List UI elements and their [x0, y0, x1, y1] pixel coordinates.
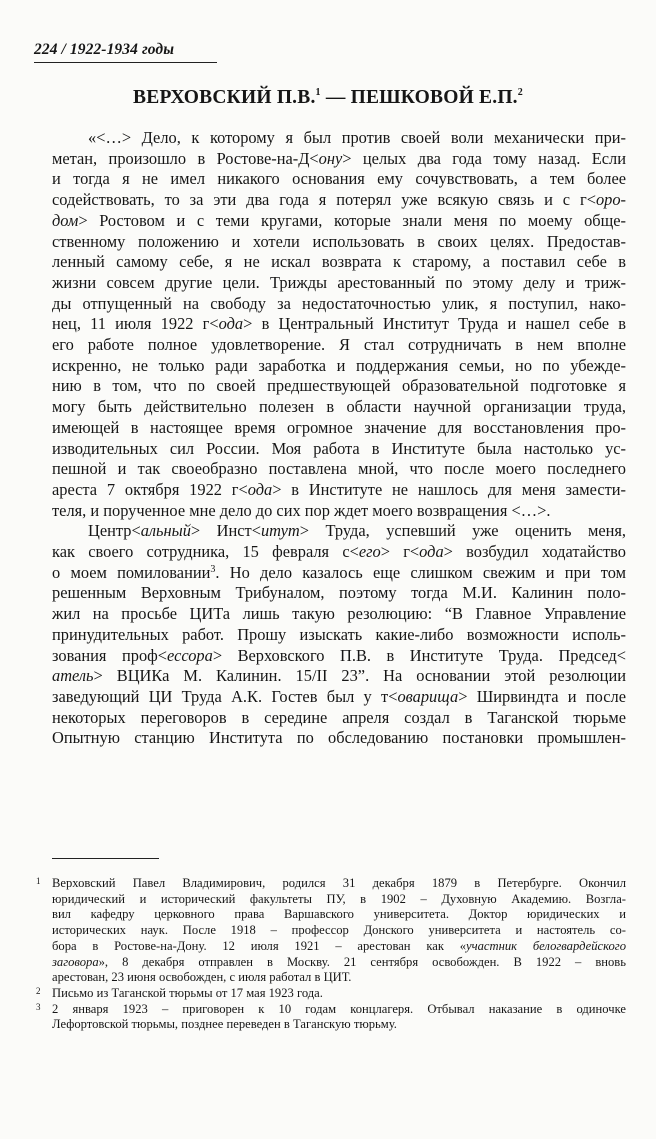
body-line: [52, 521, 626, 542]
text-segment: > Ростовом и с теми кругами, которые знали меня по моему обще-: [78, 210, 626, 230]
editorial-insertion: его: [358, 542, 381, 562]
text-segment: вил кафедру церковного права Варшавского университета. Доктор юридических и: [52, 907, 626, 922]
footnotes: [36, 876, 627, 1033]
text-segment: имеющей в настоящее время огромное значение для восстановления про-: [52, 417, 626, 437]
body-line: [52, 314, 626, 335]
title-author: ВЕРХОВСКИЙ П.В.: [133, 87, 316, 108]
text-segment: некоторых переговоров в середине апреля создал в Таганской тюрьме: [52, 707, 626, 727]
text-segment: метан, произошло в Ростове-на-Д<: [52, 148, 319, 168]
footnote-line: [52, 1002, 626, 1018]
text-segment: > Труда, успевший уже оценить меня,: [299, 521, 626, 541]
text-segment: арестован, 23 июня освобожден, с июля работал в ЦИТ.: [52, 970, 352, 985]
editorial-insertion: ода: [247, 479, 273, 499]
body-line: [52, 232, 626, 253]
body-line: [52, 418, 626, 439]
editorial-insertion: ону: [318, 148, 343, 168]
footnote-rule: [52, 858, 159, 859]
text-segment: могу быть действительно полезен в области научной организации труда,: [52, 397, 626, 417]
text-segment: 2 января 1923 – приговорен к 10 годам концлагеря. Отбывал наказание в одиночке: [52, 1001, 626, 1016]
body-line: [52, 439, 626, 460]
text-segment: искренно, не только ради заработка и поддержания семьи, но по убежде-: [52, 355, 626, 375]
text-segment: исторических наук. После 1918 – профессор Донского университета и настоятель со-: [52, 923, 626, 938]
footnote-line: [52, 1017, 626, 1033]
text-segment: > в Центральный Институт Труда и нашел себе в: [243, 314, 626, 334]
text-segment: о моем помиловании: [52, 562, 211, 582]
title-footnote-ref-2: 2: [517, 87, 523, 98]
text-segment: . Но дело казалось еще слишком свежим и при том: [215, 562, 626, 582]
footnote-line: [52, 970, 626, 986]
text-segment: Опытную станцию Института по обследованию постановки промышлен-: [52, 728, 626, 748]
text-segment: жил на просьбе ЦИТа лишь такую резолюцию: “В Главное Управление: [52, 604, 626, 624]
footnote: [36, 985, 626, 1002]
body-line: [52, 625, 626, 646]
body-line: [52, 687, 626, 708]
running-head-rule: [34, 62, 217, 63]
text-segment: Лефортовской тюрьмы, позднее переведен в Таганскую тюрьму.: [52, 1017, 397, 1032]
editorial-insertion: оварища: [397, 686, 459, 706]
body-line: [52, 211, 626, 232]
letter-body: [52, 128, 626, 749]
text-segment: > возбудил ходатайство: [443, 542, 626, 562]
footnote-number: 1: [36, 876, 41, 886]
text-segment: изводительных сил России. Моя работа в Институте была настолько ус-: [52, 438, 626, 458]
footnote-line: [52, 892, 626, 908]
body-line: [52, 397, 626, 418]
text-segment: заведующий ЦИ Труда А.К. Гостев был у т<: [52, 686, 398, 706]
body-line: [52, 646, 626, 667]
editorial-insertion: атель: [52, 666, 94, 686]
body-line: [52, 501, 626, 522]
text-segment: «<…> Дело, к которому я был против своей воли механически при-: [88, 128, 626, 147]
text-segment: > Верховского П.В. в Институте Труда. Председ<: [212, 645, 626, 665]
text-segment: Письмо из Таганской тюрьмы от 17 мая 1923 года.: [52, 985, 323, 1000]
body-line: [52, 190, 626, 211]
text-segment: бора в Ростове-на-Дону. 12 июля 1921 – арестован как «: [52, 938, 467, 953]
footnote-line: [52, 955, 626, 971]
body-line: [52, 459, 626, 480]
text-segment: > Инст<: [190, 521, 261, 541]
title-footnote-ref-1: 1: [315, 87, 321, 98]
text-segment: Верховский Павел Владимирович, родился 31 декабря 1879 в Петербурге. Окончил: [52, 876, 626, 890]
text-segment: ареста 7 октября 1922 г<: [52, 479, 248, 499]
text-segment: и тогда я не имел никакого основания ему сочувствовать, а тем более: [52, 169, 626, 189]
text-segment: нец, 11 июля 1922 г<: [52, 314, 219, 334]
text-segment: теля, и порученное мне дело до сих пор ждет моего возвращения <…>.: [52, 500, 551, 520]
text-segment: юридический и исторический факультеты ПУ, в 1902 – Духовную Академию. Возгла-: [52, 891, 626, 906]
body-line: [52, 273, 626, 294]
text-segment: решенным Верховным Трибуналом, поэтому тогда М.И. Калинин поло-: [52, 583, 626, 603]
text-segment: принудительных работ. Прошу изыскать какие-либо возможности исполь-: [52, 624, 626, 644]
editorial-insertion: заговора: [52, 954, 99, 969]
editorial-insertion: ода: [419, 542, 444, 562]
text-segment: > ВЦИКа М. Калинин. 15/II 23”. На основании этой резолюции: [93, 666, 626, 686]
letter-title: [0, 87, 656, 109]
text-segment: », 8 декабря отправлен в Москву. 21 сентября освобожден. В 1922 – вновь: [98, 954, 626, 969]
body-line: [52, 542, 626, 563]
title-recipient: ПЕШКОВОЙ Е.П.: [350, 87, 518, 108]
text-segment: пешной и так своеобразно поставлена мной, что после моего последнего: [52, 459, 626, 479]
footnote-line: [52, 986, 626, 1002]
text-segment: его работе полное удовлетворение. Я стал сотрудничать в нем вполне: [52, 335, 626, 355]
text-segment: > Ширвиндта и после: [458, 686, 626, 706]
footnote-line: [52, 907, 626, 923]
running-head: 224 / 1922-1934 годы: [34, 41, 175, 58]
editorial-insertion: альный: [140, 521, 191, 541]
body-line: [52, 604, 626, 625]
footnote-line: [52, 923, 626, 939]
text-segment: нию в том, что по своей предшествующей образовательной подготовке я: [52, 376, 626, 396]
footnote-number: 3: [36, 1001, 41, 1012]
body-line: [52, 666, 626, 687]
body-line: [52, 728, 626, 749]
text-segment: Центр<: [88, 521, 141, 541]
text-segment: как своего сотрудника, 15 февраля с<: [52, 542, 359, 562]
body-line: [52, 563, 626, 584]
editorial-insertion: оро-: [595, 190, 626, 210]
body-line: [52, 169, 626, 190]
body-line: [52, 356, 626, 377]
footnote: [36, 1001, 626, 1033]
body-line: [52, 335, 626, 356]
body-line: [52, 708, 626, 729]
text-segment: ленный самому себе, я не искал возврата к старому, а поставил себе в: [52, 252, 626, 272]
footnote-ref: 3: [210, 563, 216, 575]
text-segment: ственному положению и хотели использовать в своих целях. Предостав-: [52, 231, 626, 251]
text-segment: зования проф<: [52, 645, 168, 665]
footnote-line: [52, 876, 626, 892]
text-segment: > г<: [380, 542, 420, 562]
text-segment: содействовать, то за эти два года я потерял уже всякую связь и с г<: [52, 190, 596, 210]
footnote-number: 2: [36, 985, 41, 996]
body-line: [52, 128, 626, 149]
body-line: [52, 583, 626, 604]
body-line: [52, 294, 626, 315]
title-dash: —: [320, 87, 351, 108]
text-segment: жизни совсем другие цели. Трижды арестованный по этому делу и триж-: [52, 272, 626, 292]
body-line: [52, 376, 626, 397]
text-segment: ды отпущенный на свободу за недостаточностью улик, я поступил, нако-: [52, 293, 626, 313]
body-line: [52, 480, 626, 501]
footnote: [36, 876, 627, 986]
body-line: [52, 252, 626, 273]
body-line: [52, 149, 626, 170]
editorial-insertion: участник белогвардейского: [466, 938, 627, 953]
text-segment: > в Институте не нашлось для меня замести-: [272, 479, 626, 499]
editorial-insertion: ода: [218, 314, 244, 334]
editorial-insertion: итут: [260, 521, 300, 541]
text-segment: > целых два года тому назад. Если: [342, 148, 626, 168]
editorial-insertion: ессора: [167, 645, 213, 665]
editorial-insertion: дом: [52, 210, 79, 230]
footnote-line: [52, 939, 626, 955]
